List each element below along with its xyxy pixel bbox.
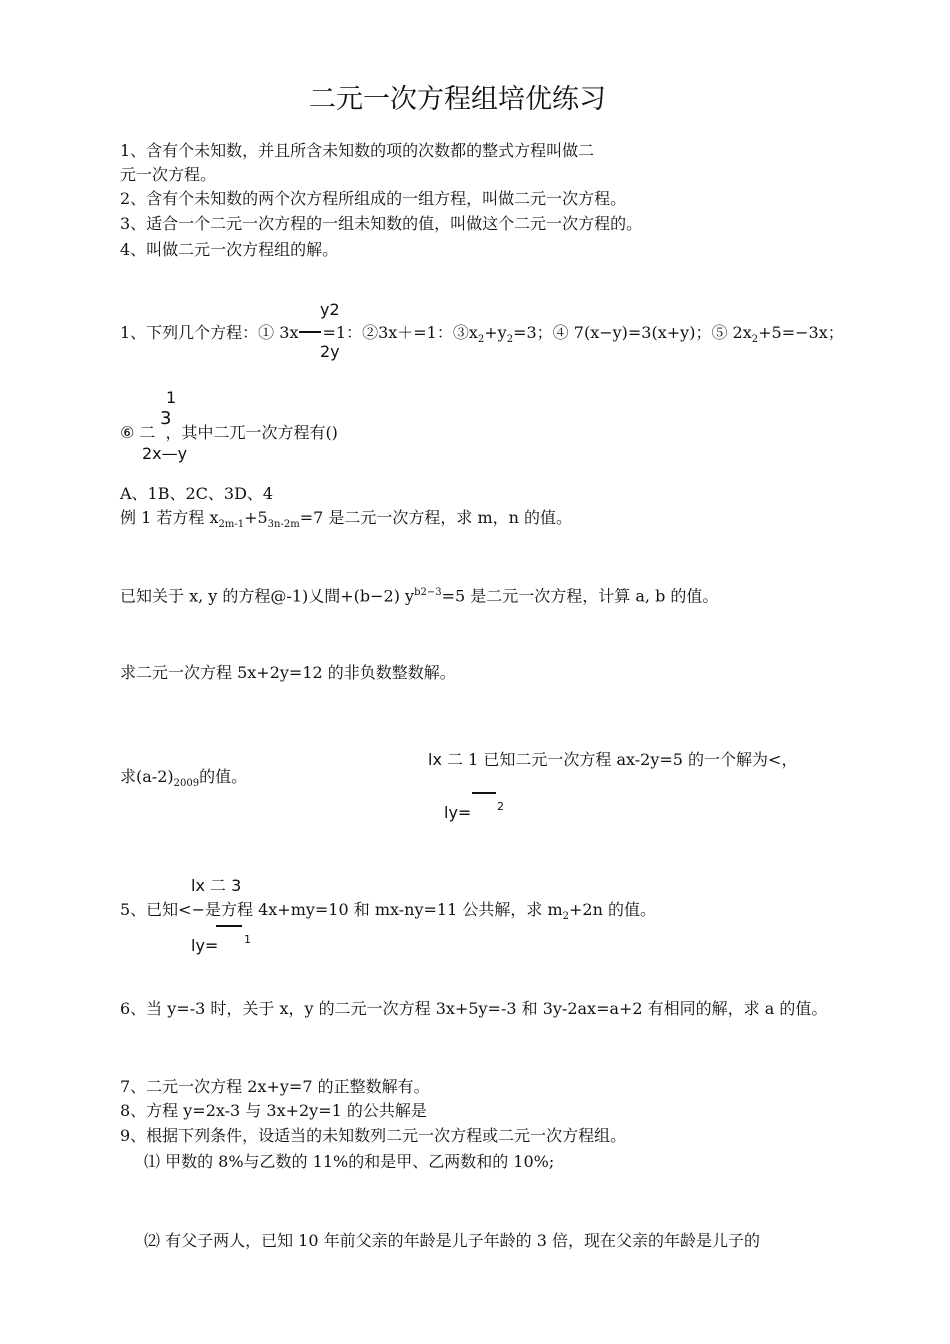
concept-line-2: 2、含有个未知数的两个次方程所组成的一组方程，叫做二元一次方程。	[120, 189, 627, 208]
example-4-system-top: lx 二 1 已知二元一次方程 ax-2y=5 的一个解为<，	[428, 750, 798, 769]
answer-options: A、1B、2C、3D、4	[120, 484, 274, 503]
concept-line-1b: 元一次方程。	[120, 165, 217, 184]
q1-fraction-bar	[299, 331, 321, 333]
concept-line-3: 3、适合一个二元一次方程的一组未知数的值，叫做这个二元一次方程的。	[120, 214, 643, 233]
concept-line-4: 4、叫做二元一次方程组的解。	[120, 240, 339, 259]
q5-system-bottom: ly=	[191, 936, 219, 955]
example-4-system-num: 2	[497, 800, 504, 813]
q1-six-line	[120, 425, 338, 441]
example-2: 已知关于 x, y 的方程@-1)乂間+(b−2) $y^{b2-3}=5$ 是二元一次方程，计算 a, b 的值。	[120, 586, 719, 606]
example-4-system-bar	[472, 792, 496, 794]
example-4-system-bottom: ly=	[444, 803, 472, 822]
q1-six-start: ⑥ 二	[120, 423, 156, 442]
example-4-left: 求$(a-2)_{2009}$的值。	[120, 767, 248, 790]
q1-six-top-3: 3	[160, 408, 172, 429]
page-title: 二元一次方程组培优练习	[309, 84, 606, 115]
q8-text: 8、方程 y=2x-3 与 3x+2y=1 的公共解是	[120, 1101, 427, 1120]
concept-line-1: 1、含有个未知数，并且所含未知数的项的次数都的整式方程叫做二	[120, 141, 595, 160]
q1-fraction-bottom: 2y	[320, 342, 340, 361]
q5-system-num: 1	[244, 933, 251, 946]
q6-text: 6、当 y=-3 时，关于 x，y 的二元一次方程 3x+5y=-3 和 3y-2ax=a+2 有相同的解，求 a 的值。	[120, 999, 828, 1018]
q9-part-1: ⑴ 甲数的 8%与乙数的 11%的和是甲、乙两数和的 10%;	[144, 1152, 555, 1171]
q5-text: 5、已知<−是方程 4x+my=10 和 mx-ny=11 公共解，求 $m_2+2n$ 的值。	[120, 900, 656, 923]
q1-fraction-top: y2	[320, 300, 340, 319]
q7-text: 7、二元一次方程 2x+y=7 的正整数解有。	[120, 1077, 430, 1096]
q5-system-top: lx 二 3	[191, 876, 242, 895]
q9-text: 9、根据下列条件，设适当的未知数列二元一次方程或二元一次方程组。	[120, 1126, 627, 1145]
q1-line-rest: =1：②3x＋=1：③x	[322, 323, 478, 342]
q5-system-bar	[216, 925, 242, 927]
q1-line-start: 1、下列几个方程：① 3x	[120, 323, 299, 342]
q1-six-text: ，其中二兀一次方程有()	[165, 423, 338, 442]
example-3: 求二元一次方程 5x+2y=12 的非负数整数解。	[120, 663, 456, 682]
example-1: 例 1 若方程 $x_{2m-1}+5_{3n-2m}=7$ 是二元一次方程，求 m，n 的值。	[120, 508, 573, 531]
q1-six-top-1: 1	[166, 388, 177, 407]
q1-six-bottom: 2x—y	[142, 444, 188, 463]
q1-line: 1、下列几个方程：① 3x =1：②3x＋=1：$③x_2+y_2=3$；④ 7(x−y)=3(x+y)；⑤ $2x_2+5=-3x$；	[120, 323, 844, 346]
q9-part-2: ⑵ 有父子两人，已知 10 年前父亲的年龄是儿子年龄的 3 倍，现在父亲的年龄是儿子的	[144, 1231, 760, 1250]
